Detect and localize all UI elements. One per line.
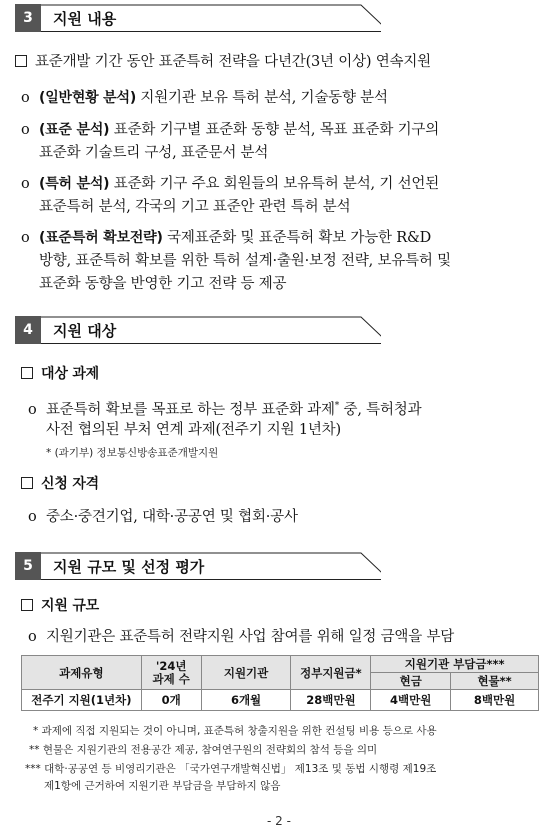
th-count: '24년 과제 수 (141, 656, 201, 690)
section-title: 지원 대상 (53, 322, 117, 340)
table-row: 전주기 지원(1년차) 0개 6개월 28백만원 4백만원 8백만원 (22, 690, 539, 711)
s3-bullet-2-cont: 표준화 기술트리 구성, 표준문서 분석 (39, 145, 269, 161)
checkbox-square-icon (15, 55, 27, 67)
th-type: 과제유형 (22, 656, 142, 690)
checkbox-square-icon (21, 599, 33, 611)
s3-intro: 표준개발 기간 동안 표준특허 전략을 다년간(3년 이상) 연속지원 (15, 52, 431, 72)
section-number: 5 (15, 552, 41, 580)
s5-note-3: *** 대학·공공연 등 비영리기관은 「국가연구개발혁신법」 제13조 및 동법 시행령 제19조 (25, 763, 437, 775)
s5-note-2: ** 현물은 지원기관의 전용공간 제공, 참여연구원의 전략회의 참석 등을 의미 (29, 744, 378, 756)
s3-bullet-4-cont-2: 표준화 동향을 반영한 기고 전략 등 제공 (39, 276, 287, 292)
s4-qual-line: o 중소·중견기업, 대학·공공연 및 협회·공사 (28, 509, 298, 525)
s4-target-line-1: o 표준특허 확보를 목표로 하는 정부 표준화 과제* 중, 특허청과 (28, 401, 422, 418)
section-number: 4 (15, 316, 41, 344)
support-scale-table (21, 655, 539, 711)
s4-target-note: * (과기부) 정보통신방송표준개발지원 (46, 447, 219, 459)
checkbox-square-icon (21, 367, 33, 379)
s3-bullet-3-cont: 표준특허 분석, 각국의 기고 표준안 관련 특허 분석 (39, 199, 351, 215)
checkbox-square-icon (21, 477, 33, 489)
s3-bullet-4: o (표준특허 확보전략) 국제표준화 및 표준특허 확보 가능한 R&D (21, 230, 432, 246)
s5-scale-head: 지원 규모 (21, 596, 99, 616)
s5-note-4: 제1항에 근거하여 지원기관 부담금을 부담하지 않음 (44, 780, 281, 792)
section-number: 3 (15, 4, 41, 32)
th-cash: 현금 (371, 673, 451, 690)
s5-note-1: * 과제에 직접 지원되는 것이 아니며, 표준특허 창출지원을 위한 컨설팅 비용 등으로 사용 (33, 725, 437, 737)
section-title: 지원 내용 (53, 10, 117, 28)
th-period: 지원기관 (201, 656, 291, 690)
th-burden: 지원기관 부담금*** (371, 656, 539, 673)
s3-bullet-1: o (일반현황 분석) 지원기관 보유 특허 분석, 기술동향 분석 (21, 90, 388, 106)
s3-bullet-2: o (표준 분석) 표준화 기구별 표준화 동향 분석, 목표 표준화 기구의 (21, 122, 440, 138)
section-5-header (15, 552, 381, 582)
section-4-header (15, 316, 381, 346)
s4-target-line-2: 사전 협의된 부처 연계 과제(전주기 지원 1년차) (46, 422, 341, 438)
th-gov: 정부지원금* (291, 656, 371, 690)
th-inkind: 현물** (451, 673, 539, 690)
s4-target-head: 대상 과제 (21, 364, 99, 384)
section-title: 지원 규모 및 선정 평가 (53, 558, 205, 576)
page-number: - 2 - (267, 814, 291, 828)
s4-qual-head: 신청 자격 (21, 474, 99, 494)
s3-bullet-3: o (특허 분석) 표준화 기구 주요 회원들의 보유특허 분석, 기 선언된 (21, 176, 440, 192)
s5-scale-line: o 지원기관은 표준특허 전략지원 사업 참여를 위해 일정 금액을 부담 (28, 629, 455, 645)
section-3-header (15, 4, 381, 34)
s3-bullet-4-cont-1: 방향, 표준특허 확보를 위한 특허 설계·출원·보정 전략, 보유특허 및 (39, 253, 451, 269)
